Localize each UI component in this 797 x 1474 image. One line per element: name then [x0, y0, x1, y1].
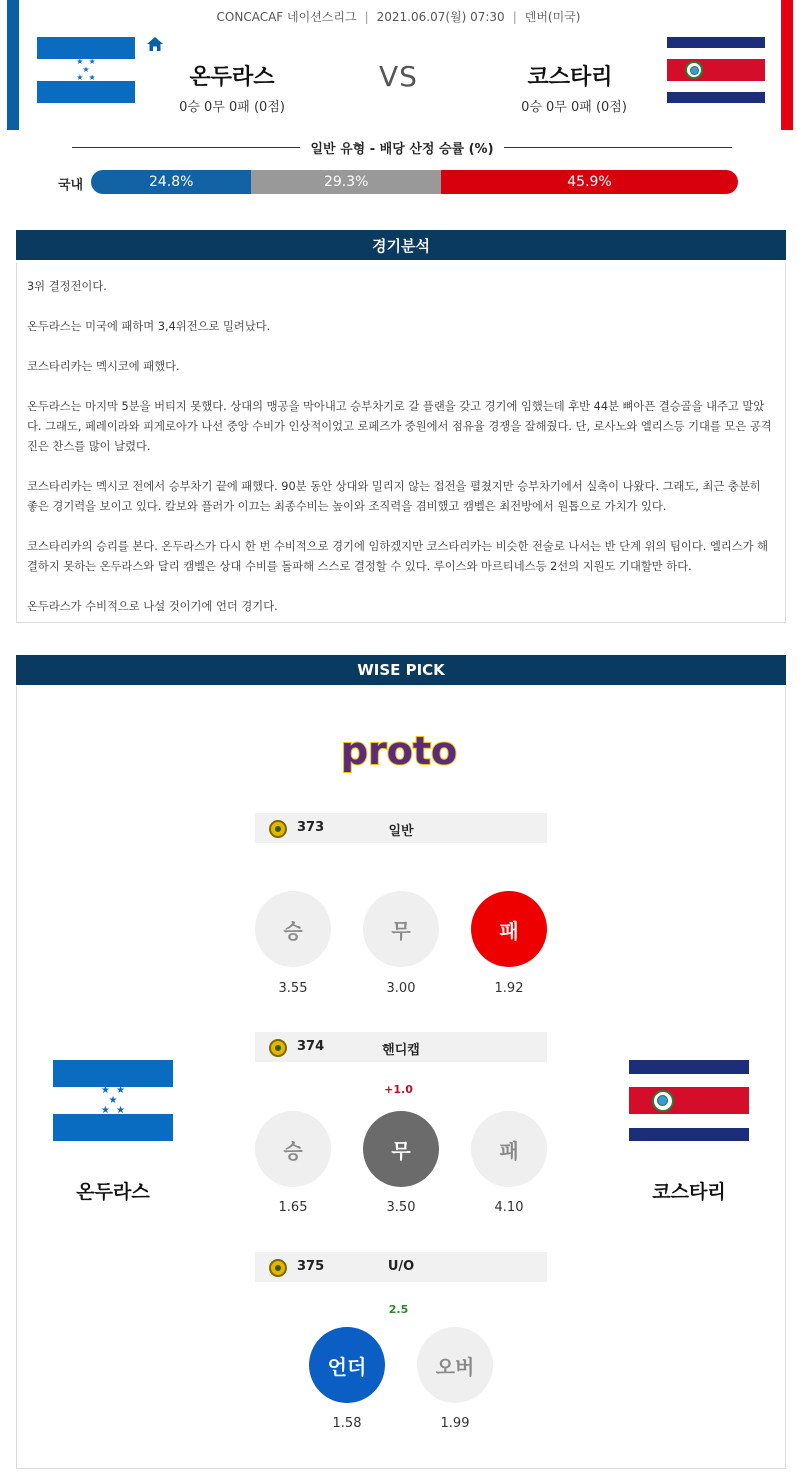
costa-rica-flag-icon [629, 1060, 749, 1141]
proto-logo-text: proto [340, 734, 457, 773]
bet-option-draw[interactable]: 무 [363, 891, 439, 967]
handicap-odd-lose: 4.10 [494, 1200, 524, 1215]
bet-option-lose-selected[interactable]: 패 [471, 891, 547, 967]
handicap-odd-draw: 3.50 [386, 1200, 416, 1215]
analysis-paragraph: 코스타리카는 멕시코에 패했다. [27, 360, 180, 373]
game-type: 일반 [388, 824, 414, 839]
honduras-flag-icon: ★ ★ ★ ★ ★ [53, 1060, 173, 1141]
vs-label: VS [379, 60, 418, 93]
analysis-paragraph: 온두라스가 수비적으로 나설 것이기에 언더 경기다. [27, 600, 278, 613]
game-number: 374 [297, 1039, 325, 1054]
under-odd: 1.58 [332, 1416, 362, 1431]
costa-rica-emblem-icon [652, 1090, 674, 1112]
handicap-option-win[interactable]: 승 [255, 1111, 331, 1187]
game-type: U/O [387, 1259, 415, 1274]
odd-draw: 3.00 [386, 981, 416, 996]
bet-option-win[interactable]: 승 [255, 891, 331, 967]
league-name: CONCACAF 네이션스리그 [216, 10, 357, 24]
match-venue: 덴버(미국) [524, 10, 581, 24]
away-team-record: 0승 0무 0패 (0점) [521, 100, 627, 115]
over-option[interactable]: 오버 [417, 1327, 493, 1403]
proto-logo [0, 734, 797, 774]
game-row-375 [255, 1252, 547, 1282]
distribution-title-row [72, 138, 732, 158]
over-under-line: 2.5 [388, 1303, 409, 1316]
handicap-option-draw-selected[interactable]: 무 [363, 1111, 439, 1187]
odd-win: 3.55 [278, 981, 308, 996]
honduras-flag-icon: ★ ★ ★ ★ ★ [37, 37, 135, 103]
analysis-paragraph: 온두라스는 미국에 패하며 3,4위전으로 밀려났다. [27, 320, 271, 333]
match-meta: CONCACAF 네이션스리그 | 2021.06.07(월) 07:30 | 덴버(미국) [216, 10, 581, 24]
game-type: 핸디캡 [382, 1043, 420, 1058]
over-odd: 1.99 [440, 1416, 470, 1431]
away-team-name-bottom: 코스타리 [652, 1181, 726, 1203]
win-percentage: 24.8% [91, 170, 251, 194]
game-row-374 [255, 1032, 547, 1062]
handicap-value: +1.0 [384, 1083, 413, 1096]
analysis-paragraph: 3위 결정전이다. [27, 280, 107, 293]
lose-percentage: 45.9% [441, 170, 738, 194]
game-row-373 [255, 813, 547, 843]
costa-rica-emblem-icon [685, 61, 703, 79]
analysis-paragraph: 코스타리카는 멕시코 전에서 승부차기 끝에 패했다. 90분 동안 상대와 밀리지 않는 접전을 펼쳤지만 승부차기에서 실축이 나왔다. 그래도, 최근 충분히 좋은 경기력을 보이고 있다. 칼보와 플러가 이끄는 최종수비는 높이와 조직력을 겸비했고 캠벨은 최전방에서 원톱으로 가치가 있다. [27, 480, 761, 513]
distribution-bar [91, 170, 738, 194]
draw-percentage: 29.3% [251, 170, 441, 194]
home-team-name: 온두라스 [189, 65, 275, 90]
wise-pick-header: WISE PICK [16, 655, 786, 685]
analysis-paragraph: 코스타리카의 승리를 본다. 온두라스가 다시 한 번 수비적으로 경기에 임하겠지만 코스타리카는 비슷한 전술로 나서는 반 단계 위의 팀이다. 엘리스가 해결하지 못하는 온두라스와 달리 캠벨은 상대 수비를 돌파해 스스로 결정할 수 있다. 루이스와 마르티네스등 2선의 지원도 기대할만 하다. [27, 540, 769, 573]
analysis-text [16, 263, 786, 623]
costa-rica-flag-icon [667, 37, 765, 103]
home-team-record: 0승 0무 0패 (0점) [179, 100, 285, 115]
analysis-header: 경기분석 [16, 230, 786, 260]
analysis-paragraph: 온두라스는 마지막 5분을 버티지 못했다. 상대의 맹공을 막아내고 승부차기로 갈 플랜을 갖고 경기에 임했는데 후반 44분 뼈아픈 결승골을 내주고 말았다. 그래도, 페레이라와 피게로아가 나선 중앙 수비가 인상적이었고 로페즈가 중원에서 점유율 경쟁을 잘해줬다. 단, 로사노와 엘리스등 기대를 모은 공격진은 찬스를 많이 날렸다. [27, 400, 772, 453]
under-option-selected[interactable]: 언더 [309, 1327, 385, 1403]
home-icon [146, 36, 164, 52]
game-number: 373 [297, 820, 325, 835]
away-team-name: 코스타리 [527, 65, 613, 90]
handicap-odd-win: 1.65 [278, 1200, 308, 1215]
distribution-row-label: 국내 [58, 178, 84, 193]
home-team-name-bottom: 온두라스 [76, 1181, 150, 1203]
game-number: 375 [297, 1259, 325, 1274]
match-datetime: 2021.06.07(월) 07:30 [376, 10, 505, 24]
odd-lose: 1.92 [494, 981, 524, 996]
handicap-option-lose[interactable]: 패 [471, 1111, 547, 1187]
distribution-title: 일반 유형 - 배당 산정 승률 (%) [300, 142, 503, 157]
